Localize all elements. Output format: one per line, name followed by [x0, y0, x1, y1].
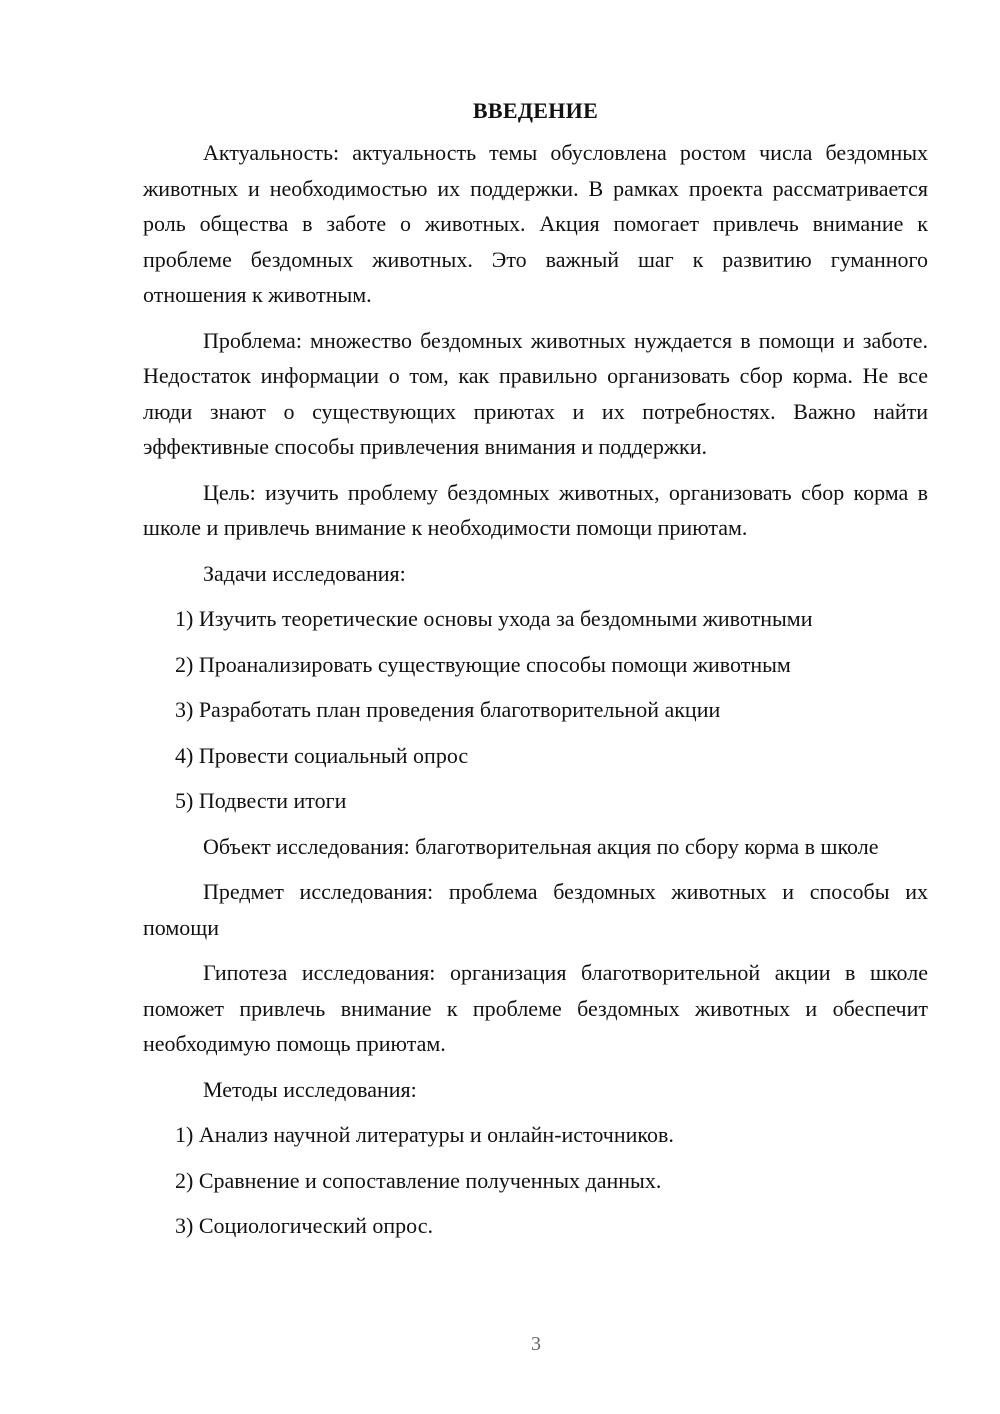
- task-item-1: 1) Изучить теоретические основы ухода за бездомными животными: [175, 606, 813, 631]
- page-number: 3: [531, 1333, 541, 1355]
- method-item-1: 1) Анализ научной литературы и онлайн-источников.: [175, 1122, 674, 1147]
- method-item-2: 2) Сравнение и сопоставление полученных данных.: [175, 1167, 662, 1193]
- method-item-3: 3) Социологический опрос.: [175, 1213, 433, 1238]
- document-page: [143, 95, 928, 1254]
- paragraph-goal: Цель: изучить проблему бездомных животных, организовать сбор корма в школе и привлечь внимание к необходимости помощи приютам.: [143, 479, 928, 540]
- paragraph-relevance: Актуальность: актуальность темы обусловлена ростом числа бездомных животных и необходимостью их поддержки. В рамках проекта рассматривается роль общества в заботе о животных. Акция помогает привлечь внимание к проблеме бездомных животных. Это важный шаг к развитию гуманного отношения к животным.: [143, 140, 928, 307]
- task-item-4: 4) Провести социальный опрос: [175, 742, 469, 768]
- paragraph-subject: Предмет исследования: проблема бездомных животных и способы их помощи: [143, 879, 928, 940]
- paragraph-object: Объект исследования: благотворительная акция по сбору корма в школе: [203, 833, 879, 859]
- task-item-2: 2) Проанализировать существующие способы помощи животным: [175, 651, 791, 677]
- methods-heading: Методы исследования:: [203, 1076, 417, 1102]
- task-item-5: 5) Подвести итоги: [175, 788, 347, 813]
- tasks-heading: Задачи исследования:: [203, 560, 406, 586]
- task-item-3: 3) Разработать план проведения благотворительной акции: [175, 697, 721, 722]
- page-title: ВВЕДЕНИЕ: [472, 98, 599, 123]
- paragraph-problem: Проблема: множество бездомных животных нуждается в помощи и заботе. Недостаток информации о том, как правильно организовать сбор корма. Не все люди знают о существующих приютах и их потребностях. Важно найти эффективные способы привлечения внимания и поддержки.: [143, 327, 928, 459]
- paragraph-hypothesis: Гипотеза исследования: организация благотворительной акции в школе поможет привлечь внимание к проблеме бездомных животных и обеспечит необходимую помощь приютам.: [143, 960, 928, 1056]
